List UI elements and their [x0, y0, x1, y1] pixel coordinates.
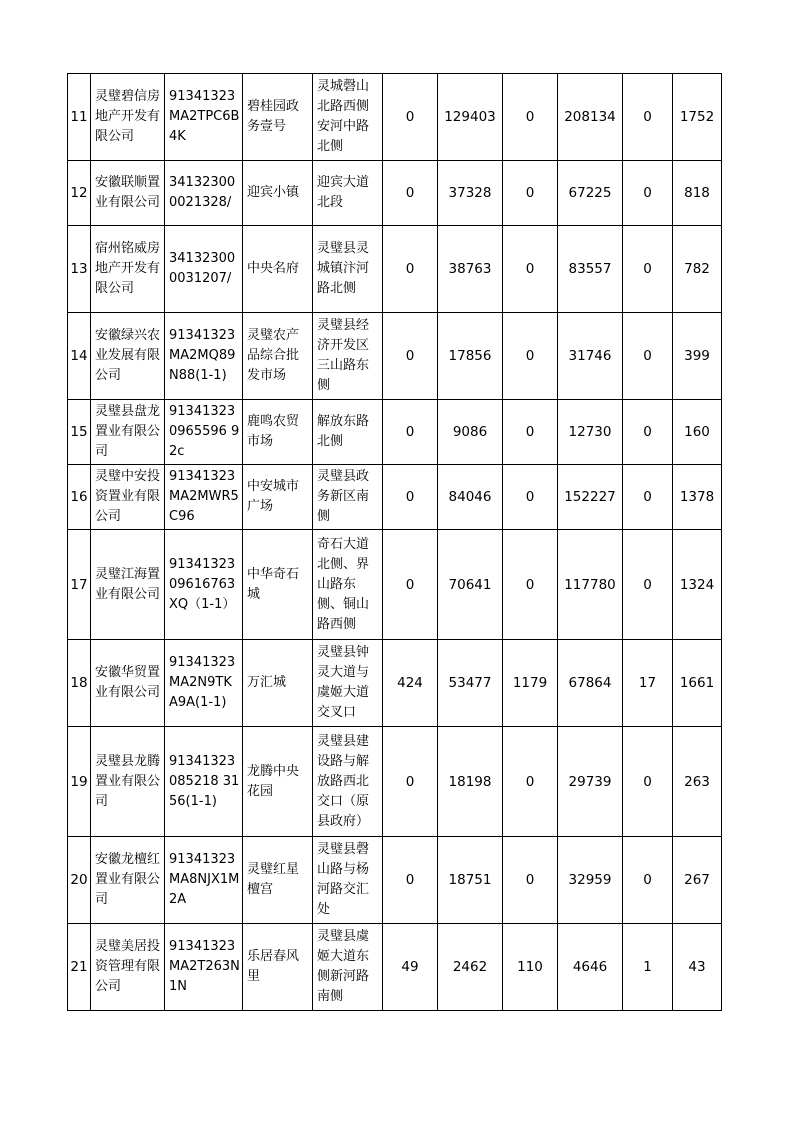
- project-name-cell: 万汇城: [243, 640, 313, 727]
- value-1-cell: 0: [383, 837, 438, 924]
- project-name-cell: 中华奇石城: [243, 530, 313, 640]
- credit-code-cell: 341323000031207/: [165, 226, 243, 313]
- value-5-cell: 0: [623, 400, 673, 465]
- value-2-cell: 18751: [438, 837, 503, 924]
- location-cell: 灵璧县钟灵大道与虞姬大道交叉口: [313, 640, 383, 727]
- value-4-cell: 29739: [558, 727, 623, 837]
- location-cell: 迎宾大道北段: [313, 161, 383, 226]
- value-2-cell: 17856: [438, 313, 503, 400]
- value-5-cell: 0: [623, 226, 673, 313]
- value-1-cell: 0: [383, 530, 438, 640]
- value-5-cell: 0: [623, 161, 673, 226]
- table-row: [68, 465, 722, 530]
- value-5-cell: 0: [623, 313, 673, 400]
- table-row: [68, 74, 722, 161]
- location-cell: 灵璧县灵城镇汴河路北侧: [313, 226, 383, 313]
- location-cell: 灵璧县磬山路与杨河路交汇处: [313, 837, 383, 924]
- table-row: [68, 226, 722, 313]
- location-cell: 灵璧县经济开发区三山路东侧: [313, 313, 383, 400]
- row-number-cell: 12: [68, 161, 91, 226]
- location-cell: 奇石大道北侧、界山路东侧、铜山路西侧: [313, 530, 383, 640]
- table-row: [68, 530, 722, 640]
- value-5-cell: 1: [623, 924, 673, 1011]
- project-name-cell: 迎宾小镇: [243, 161, 313, 226]
- credit-code-cell: 91341323MA2T263N1N: [165, 924, 243, 1011]
- value-6-cell: 160: [673, 400, 722, 465]
- value-4-cell: 208134: [558, 74, 623, 161]
- value-6-cell: 263: [673, 727, 722, 837]
- value-3-cell: 1179: [503, 640, 558, 727]
- value-2-cell: 9086: [438, 400, 503, 465]
- value-6-cell: 1324: [673, 530, 722, 640]
- value-4-cell: 12730: [558, 400, 623, 465]
- credit-code-cell: 91341323MA2TPC6B4K: [165, 74, 243, 161]
- credit-code-cell: 91341323MA2MWR5C96: [165, 465, 243, 530]
- project-name-cell: 碧桂园政务壹号: [243, 74, 313, 161]
- value-1-cell: 424: [383, 640, 438, 727]
- value-6-cell: 1378: [673, 465, 722, 530]
- value-5-cell: 0: [623, 530, 673, 640]
- row-number-cell: 15: [68, 400, 91, 465]
- table-row: [68, 924, 722, 1011]
- table-row: [68, 161, 722, 226]
- row-number-cell: 14: [68, 313, 91, 400]
- credit-code-cell: 91341323MA8NJX1M2A: [165, 837, 243, 924]
- value-3-cell: 0: [503, 226, 558, 313]
- value-3-cell: 110: [503, 924, 558, 1011]
- row-number-cell: 18: [68, 640, 91, 727]
- company-name-cell: 灵璧碧信房地产开发有限公司: [91, 74, 165, 161]
- project-name-cell: 乐居春风里: [243, 924, 313, 1011]
- company-name-cell: 安徽华贸置业有限公司: [91, 640, 165, 727]
- value-2-cell: 38763: [438, 226, 503, 313]
- value-1-cell: 0: [383, 465, 438, 530]
- value-4-cell: 83557: [558, 226, 623, 313]
- project-name-cell: 龙腾中央花园: [243, 727, 313, 837]
- value-1-cell: 0: [383, 161, 438, 226]
- value-1-cell: 0: [383, 313, 438, 400]
- row-number-cell: 16: [68, 465, 91, 530]
- table-row: [68, 727, 722, 837]
- project-name-cell: 中央名府: [243, 226, 313, 313]
- company-name-cell: 宿州铭威房地产开发有限公司: [91, 226, 165, 313]
- value-4-cell: 117780: [558, 530, 623, 640]
- location-cell: 灵城磬山北路西侧安河中路北侧: [313, 74, 383, 161]
- value-3-cell: 0: [503, 465, 558, 530]
- table-row: [68, 313, 722, 400]
- credit-code-cell: 913413230965596 92c: [165, 400, 243, 465]
- company-name-cell: 灵璧县龙腾置业有限公司: [91, 727, 165, 837]
- value-2-cell: 84046: [438, 465, 503, 530]
- row-number-cell: 20: [68, 837, 91, 924]
- value-5-cell: 0: [623, 727, 673, 837]
- value-4-cell: 152227: [558, 465, 623, 530]
- value-1-cell: 0: [383, 226, 438, 313]
- company-name-cell: 灵璧县盘龙置业有限公司: [91, 400, 165, 465]
- value-5-cell: 0: [623, 837, 673, 924]
- company-name-cell: 灵璧中安投资置业有限公司: [91, 465, 165, 530]
- value-5-cell: 17: [623, 640, 673, 727]
- location-cell: 解放东路北侧: [313, 400, 383, 465]
- value-2-cell: 18198: [438, 727, 503, 837]
- table-row: [68, 837, 722, 924]
- value-6-cell: 1752: [673, 74, 722, 161]
- project-name-cell: 灵璧农产品综合批发市场: [243, 313, 313, 400]
- value-2-cell: 2462: [438, 924, 503, 1011]
- value-3-cell: 0: [503, 530, 558, 640]
- value-1-cell: 0: [383, 400, 438, 465]
- value-1-cell: 0: [383, 727, 438, 837]
- location-cell: 灵璧县虞姬大道东侧新河路南侧: [313, 924, 383, 1011]
- value-3-cell: 0: [503, 400, 558, 465]
- value-4-cell: 67225: [558, 161, 623, 226]
- value-3-cell: 0: [503, 727, 558, 837]
- value-4-cell: 67864: [558, 640, 623, 727]
- value-1-cell: 0: [383, 74, 438, 161]
- location-cell: 灵璧县政务新区南侧: [313, 465, 383, 530]
- value-4-cell: 4646: [558, 924, 623, 1011]
- location-cell: 灵璧县建设路与解放路西北交口（原县政府）: [313, 727, 383, 837]
- company-name-cell: 安徽龙檀红置业有限公司: [91, 837, 165, 924]
- row-number-cell: 11: [68, 74, 91, 161]
- value-6-cell: 399: [673, 313, 722, 400]
- company-name-cell: 灵璧江海置业有限公司: [91, 530, 165, 640]
- value-2-cell: 70641: [438, 530, 503, 640]
- project-name-cell: 中安城市广场: [243, 465, 313, 530]
- value-3-cell: 0: [503, 161, 558, 226]
- value-6-cell: 267: [673, 837, 722, 924]
- value-5-cell: 0: [623, 74, 673, 161]
- project-name-cell: 灵璧红星檀宫: [243, 837, 313, 924]
- row-number-cell: 19: [68, 727, 91, 837]
- value-6-cell: 782: [673, 226, 722, 313]
- credit-code-cell: 91341323MA2N9TKA9A(1-1): [165, 640, 243, 727]
- value-3-cell: 0: [503, 313, 558, 400]
- company-name-cell: 安徽绿兴农业发展有限公司: [91, 313, 165, 400]
- project-table: [67, 73, 722, 1011]
- company-name-cell: 安徽联顺置业有限公司: [91, 161, 165, 226]
- row-number-cell: 17: [68, 530, 91, 640]
- value-3-cell: 0: [503, 837, 558, 924]
- credit-code-cell: 341323000021328/: [165, 161, 243, 226]
- company-name-cell: 灵璧美居投资管理有限公司: [91, 924, 165, 1011]
- project-name-cell: 鹿鸣农贸市场: [243, 400, 313, 465]
- credit-code-cell: 91341323 09616763 XQ（1-1）: [165, 530, 243, 640]
- row-number-cell: 21: [68, 924, 91, 1011]
- value-1-cell: 49: [383, 924, 438, 1011]
- row-number-cell: 13: [68, 226, 91, 313]
- value-4-cell: 32959: [558, 837, 623, 924]
- value-5-cell: 0: [623, 465, 673, 530]
- value-4-cell: 31746: [558, 313, 623, 400]
- value-6-cell: 43: [673, 924, 722, 1011]
- value-6-cell: 1661: [673, 640, 722, 727]
- table-body: [68, 74, 722, 1011]
- credit-code-cell: 91341323085218 3156(1-1): [165, 727, 243, 837]
- value-2-cell: 37328: [438, 161, 503, 226]
- table-row: [68, 640, 722, 727]
- value-6-cell: 818: [673, 161, 722, 226]
- value-3-cell: 0: [503, 74, 558, 161]
- credit-code-cell: 91341323MA2MQ89N88(1-1): [165, 313, 243, 400]
- value-2-cell: 53477: [438, 640, 503, 727]
- table-row: [68, 400, 722, 465]
- value-2-cell: 129403: [438, 74, 503, 161]
